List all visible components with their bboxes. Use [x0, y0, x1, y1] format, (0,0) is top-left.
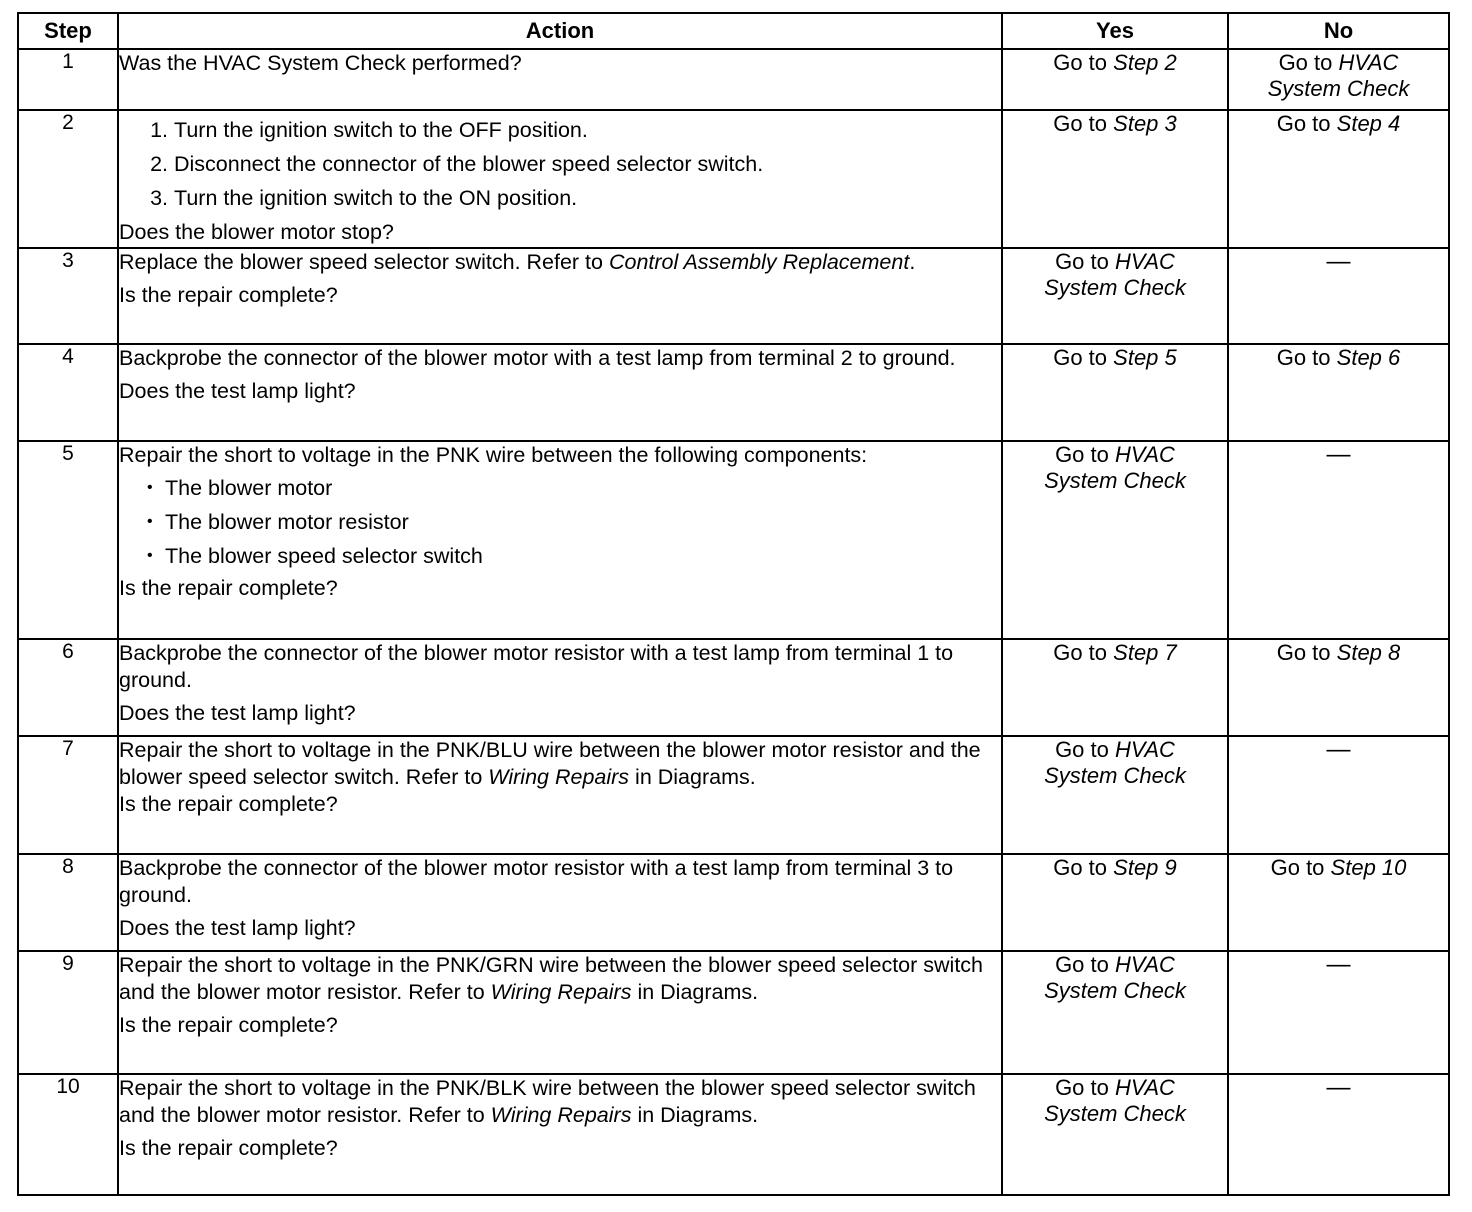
diagnostic-table	[17, 12, 1450, 1196]
no-cell	[1228, 639, 1449, 736]
action-text: Repair the short to voltage in the PNK/GRN wire between the blower speed selector switch and the blower motor resistor. Refer to Wiring Repairs in Diagrams.	[119, 953, 984, 1004]
action-question: Does the blower motor stop?	[119, 220, 394, 244]
action-cell	[118, 344, 1002, 441]
go-to-label: Go to	[1055, 737, 1109, 762]
go-to-label: Go to	[1278, 50, 1333, 75]
no-step-ref: Step 6	[1336, 345, 1401, 370]
action-cell	[118, 854, 1002, 951]
component-item: • The blower motor resistor	[147, 505, 1001, 539]
no-step-ref: Step 8	[1336, 640, 1401, 665]
yes-step-ref: Step 2	[1113, 50, 1177, 75]
go-to-label: Go to	[1053, 345, 1108, 370]
action-cell	[118, 951, 1002, 1074]
yes-ref-system-check: System Check	[1044, 275, 1186, 300]
no-step-ref: Step 10	[1330, 855, 1407, 880]
table-row	[18, 639, 1449, 736]
table-row	[18, 49, 1449, 110]
action-text: Backprobe the connector of the blower motor with a test lamp from terminal 2 to ground.	[119, 346, 956, 370]
action-step-item: 1. Turn the ignition switch to the OFF position.	[174, 113, 1001, 147]
reference-link: Wiring Repairs	[488, 765, 630, 789]
step-number: 3	[18, 248, 118, 344]
go-to-label: Go to	[1055, 1075, 1109, 1100]
dash-placeholder: —	[1326, 248, 1351, 275]
reference-link: Wiring Repairs	[490, 980, 632, 1004]
yes-ref-hvac: HVAC	[1115, 737, 1175, 762]
no-step-ref: Step 4	[1336, 111, 1401, 136]
action-text: Repair the short to voltage in the PNK/BLK wire between the blower speed selector switch and the blower motor resistor. Refer to Wiring Repairs in Diagrams.	[119, 1076, 976, 1127]
step-number: 1	[18, 49, 118, 110]
no-cell	[1228, 854, 1449, 951]
yes-step-ref: Step 7	[1113, 640, 1177, 665]
no-cell	[1228, 1074, 1449, 1195]
go-to-label: Go to	[1053, 855, 1108, 880]
no-cell	[1228, 248, 1449, 344]
action-text: Repair the short to voltage in the PNK wire between the following components:	[119, 443, 868, 467]
go-to-label: Go to	[1276, 345, 1331, 370]
action-step-item: 3. Turn the ignition switch to the ON position.	[174, 181, 1001, 215]
yes-cell	[1002, 854, 1228, 951]
go-to-label: Go to	[1276, 640, 1331, 665]
reference-link: Control Assembly Replacement	[608, 250, 910, 274]
action-text: Backprobe the connector of the blower motor resistor with a test lamp from terminal 1 to ground.	[119, 641, 954, 692]
yes-cell	[1002, 1074, 1228, 1195]
step-number: 10	[18, 1074, 118, 1195]
action-cell	[118, 441, 1002, 639]
header-row	[18, 13, 1449, 49]
dash-placeholder: —	[1326, 441, 1351, 468]
table-row	[18, 441, 1449, 639]
table-row	[18, 854, 1449, 951]
component-item: • The blower motor	[147, 471, 1001, 505]
go-to-label: Go to	[1053, 50, 1108, 75]
yes-cell	[1002, 736, 1228, 854]
yes-cell	[1002, 110, 1228, 248]
yes-cell	[1002, 49, 1228, 110]
action-text: Backprobe the connector of the blower motor resistor with a test lamp from terminal 3 to ground.	[119, 856, 954, 907]
header-yes: Yes	[1002, 13, 1228, 49]
table-row	[18, 248, 1449, 344]
yes-step-ref: Step 9	[1113, 855, 1177, 880]
component-list	[119, 471, 1001, 573]
table-row	[18, 110, 1449, 248]
table-row	[18, 736, 1449, 854]
yes-cell	[1002, 344, 1228, 441]
step-number: 4	[18, 344, 118, 441]
no-cell	[1228, 441, 1449, 639]
action-text: Was the HVAC System Check performed?	[119, 51, 522, 75]
action-question: Is the repair complete?	[119, 283, 338, 307]
table-row	[18, 344, 1449, 441]
action-question: Does the test lamp light?	[119, 379, 356, 403]
yes-step-ref: Step 5	[1113, 345, 1177, 370]
yes-ref-system-check: System Check	[1044, 763, 1186, 788]
go-to-label: Go to	[1055, 249, 1109, 274]
action-cell	[118, 110, 1002, 248]
dash-placeholder: —	[1326, 951, 1351, 978]
yes-cell	[1002, 248, 1228, 344]
go-to-label: Go to	[1053, 640, 1108, 665]
step-number: 5	[18, 441, 118, 639]
header-no: No	[1228, 13, 1449, 49]
go-to-label: Go to	[1270, 855, 1325, 880]
no-ref-system-check: System Check	[1267, 76, 1410, 101]
yes-ref-system-check: System Check	[1044, 978, 1186, 1003]
yes-step-ref: Step 3	[1113, 111, 1177, 136]
action-cell	[118, 248, 1002, 344]
action-question: Is the repair complete?	[119, 792, 338, 816]
yes-ref-hvac: HVAC	[1115, 442, 1175, 467]
step-number: 2	[18, 110, 118, 248]
step-number: 9	[18, 951, 118, 1074]
yes-ref-system-check: System Check	[1044, 1101, 1186, 1126]
yes-cell	[1002, 441, 1228, 639]
go-to-label: Go to	[1276, 111, 1331, 136]
action-text: Repair the short to voltage in the PNK/BLU wire between the blower motor resistor and the blower speed selector switch. Refer to Wiring Repairs in Diagrams.	[119, 738, 981, 789]
step-number: 7	[18, 736, 118, 854]
component-item: • The blower speed selector switch	[147, 539, 1001, 573]
step-number: 6	[18, 639, 118, 736]
no-cell	[1228, 344, 1449, 441]
yes-ref-hvac: HVAC	[1115, 1075, 1175, 1100]
action-cell	[118, 736, 1002, 854]
action-cell	[118, 1074, 1002, 1195]
yes-ref-system-check: System Check	[1044, 468, 1186, 493]
reference-link: Wiring Repairs	[490, 1103, 632, 1127]
yes-cell	[1002, 951, 1228, 1074]
go-to-label: Go to	[1055, 952, 1109, 977]
action-text: Replace the blower speed selector switch. Refer to Control Assembly Replacement.	[119, 250, 916, 274]
header-step: Step	[18, 13, 118, 49]
yes-cell	[1002, 639, 1228, 736]
go-to-label: Go to	[1053, 111, 1108, 136]
dash-placeholder: —	[1326, 1074, 1351, 1101]
action-question: Does the test lamp light?	[119, 916, 356, 940]
table-row	[18, 951, 1449, 1074]
dash-placeholder: —	[1326, 736, 1351, 763]
action-cell	[118, 49, 1002, 110]
yes-ref-hvac: HVAC	[1115, 952, 1175, 977]
go-to-label: Go to	[1055, 442, 1109, 467]
no-cell	[1228, 951, 1449, 1074]
action-step-item: 2. Disconnect the connector of the blower speed selector switch.	[174, 147, 1001, 181]
action-question: Is the repair complete?	[119, 1013, 338, 1037]
yes-ref-hvac: HVAC	[1115, 249, 1175, 274]
table-row	[18, 1074, 1449, 1195]
action-cell	[118, 639, 1002, 736]
no-cell	[1228, 110, 1449, 248]
no-cell	[1228, 49, 1449, 110]
action-question: Is the repair complete?	[119, 576, 338, 600]
action-question: Does the test lamp light?	[119, 701, 356, 725]
header-action: Action	[118, 13, 1002, 49]
action-question: Is the repair complete?	[119, 1136, 338, 1160]
action-steps-list	[119, 113, 1001, 215]
step-number: 8	[18, 854, 118, 951]
no-ref-hvac: HVAC	[1338, 50, 1399, 75]
no-cell	[1228, 736, 1449, 854]
